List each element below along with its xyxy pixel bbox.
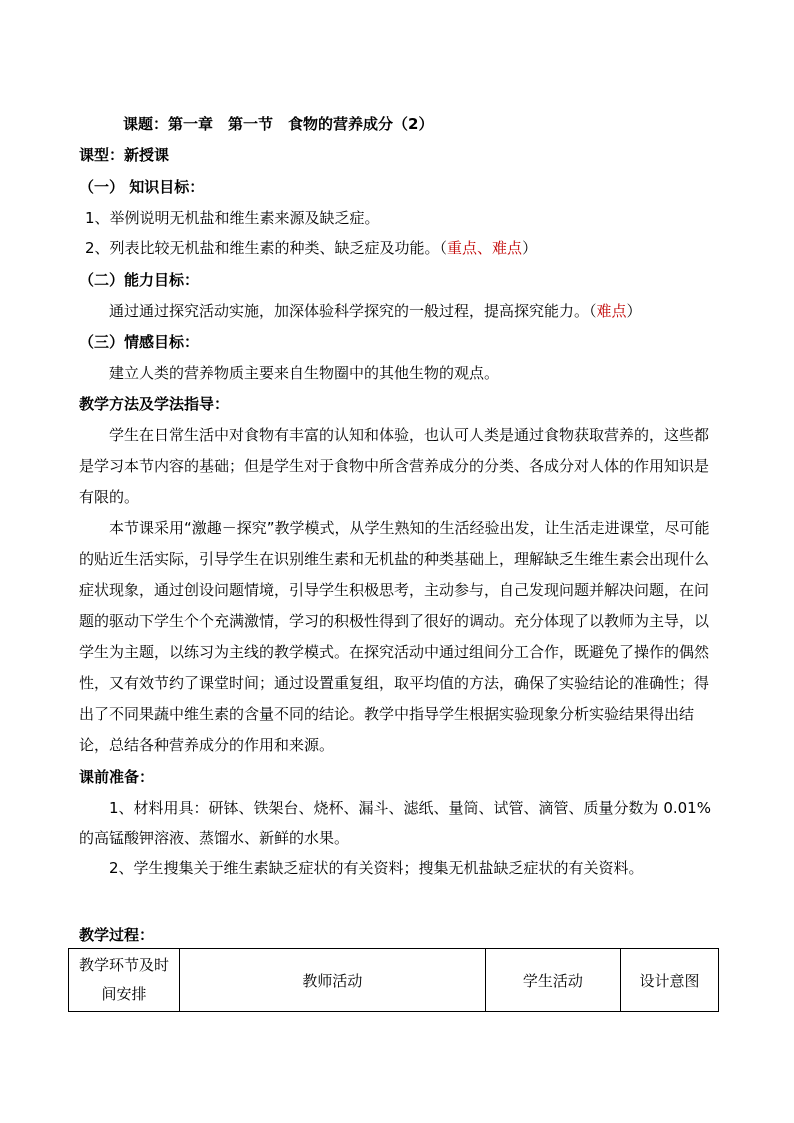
knowledge-goal-item-1: 1、举例说明无机盐和维生素来源及缺乏症。 <box>85 209 380 227</box>
emotion-goal-text: 建立人类的营养物质主要来自生物圈中的其他生物的观点。 <box>109 364 500 382</box>
prep-item-1: 1、材料用具：研钵、铁架台、烧杯、漏斗、滤纸、量筒、试管、滴管、质量分数为 0.01%的高锰酸钾溶液、蒸馏水、新鲜的水果。 <box>79 799 711 847</box>
knowledge-goal-item-2-text: 2、列表比较无机盐和维生素的种类、缺乏症及功能。（ <box>85 239 448 257</box>
prep-item-2: 2、学生搜集关于维生素缺乏症状的有关资料；搜集无机盐缺乏症状的有关资料。 <box>109 859 644 877</box>
difficult-point-label: 难点 <box>596 302 627 320</box>
document-title: 课题：第一章 第一节 食物的营养成分（2） <box>123 115 434 133</box>
column-header-teacher-activity: 教师活动 <box>179 949 485 1012</box>
method-heading: 教学方法及学法指导： <box>79 395 230 413</box>
method-section <box>79 420 719 761</box>
knowledge-goal-heading: （一） 知识目标： <box>79 178 205 196</box>
emotion-goal-heading: （三）情感目标： <box>79 333 200 351</box>
prep-section <box>79 793 719 883</box>
method-paragraph-2: 本节课采用“激趣－探究”教学模式，从学生熟知的生活经验出发，让生活走进课堂，尽可能的贴近生活实际，引导学生在识别维生素和无机盐的种类基础上，理解缺乏生维生素会出现什么症状现象，通过创设问题情境，引导学生积极思考，主动参与，自己发现问题并解决问题，在问题的驱动下学生个个充满激情，学习的积极性得到了很好的调动。充分体现了以教师为主导，以学生为主题，以练习为主线的教学模式。在探究活动中通过组间分工合作，既避免了操作的偶然性，又有效节约了课堂时间；通过设置重复组，取平均值的方法，确保了实验结论的准确性；得出了不同果蔬中维生素的含量不同的结论。教学中指导学生根据实验现象分析实验结果得出结论，总结各种营养成分的作用和来源。 <box>79 519 710 754</box>
method-paragraph-1: 学生在日常生活中对食物有丰富的认知和体验，也认可人类是通过食物获取营养的，这些都是学习本节内容的基础；但是学生对于食物中所含营养成分的分类、各成分对人体的作用知识是有限的。 <box>79 426 710 506</box>
ability-goal-heading: （二）能力目标： <box>79 271 200 289</box>
table-header-row <box>69 949 719 1012</box>
ability-goal-close: ） <box>626 302 642 320</box>
process-table <box>68 948 719 1012</box>
column-header-student-activity: 学生活动 <box>485 949 620 1012</box>
prep-heading: 课前准备： <box>79 768 155 786</box>
knowledge-goal-item-2-close: ） <box>522 239 538 257</box>
ability-goal-body: 通过通过探究活动实施，加深体验科学探究的一般过程，提高探究能力。（ <box>109 302 597 320</box>
process-heading: 教学过程： <box>79 926 155 944</box>
knowledge-goal-item-2 <box>85 238 537 258</box>
column-header-design-intent: 设计意图 <box>620 949 718 1012</box>
key-difficult-point-label: 重点、难点 <box>447 239 523 257</box>
course-type: 课型：新授课 <box>79 146 170 164</box>
ability-goal-text <box>109 301 642 321</box>
column-header-stage: 教学环节及时间安排 <box>69 949 180 1012</box>
